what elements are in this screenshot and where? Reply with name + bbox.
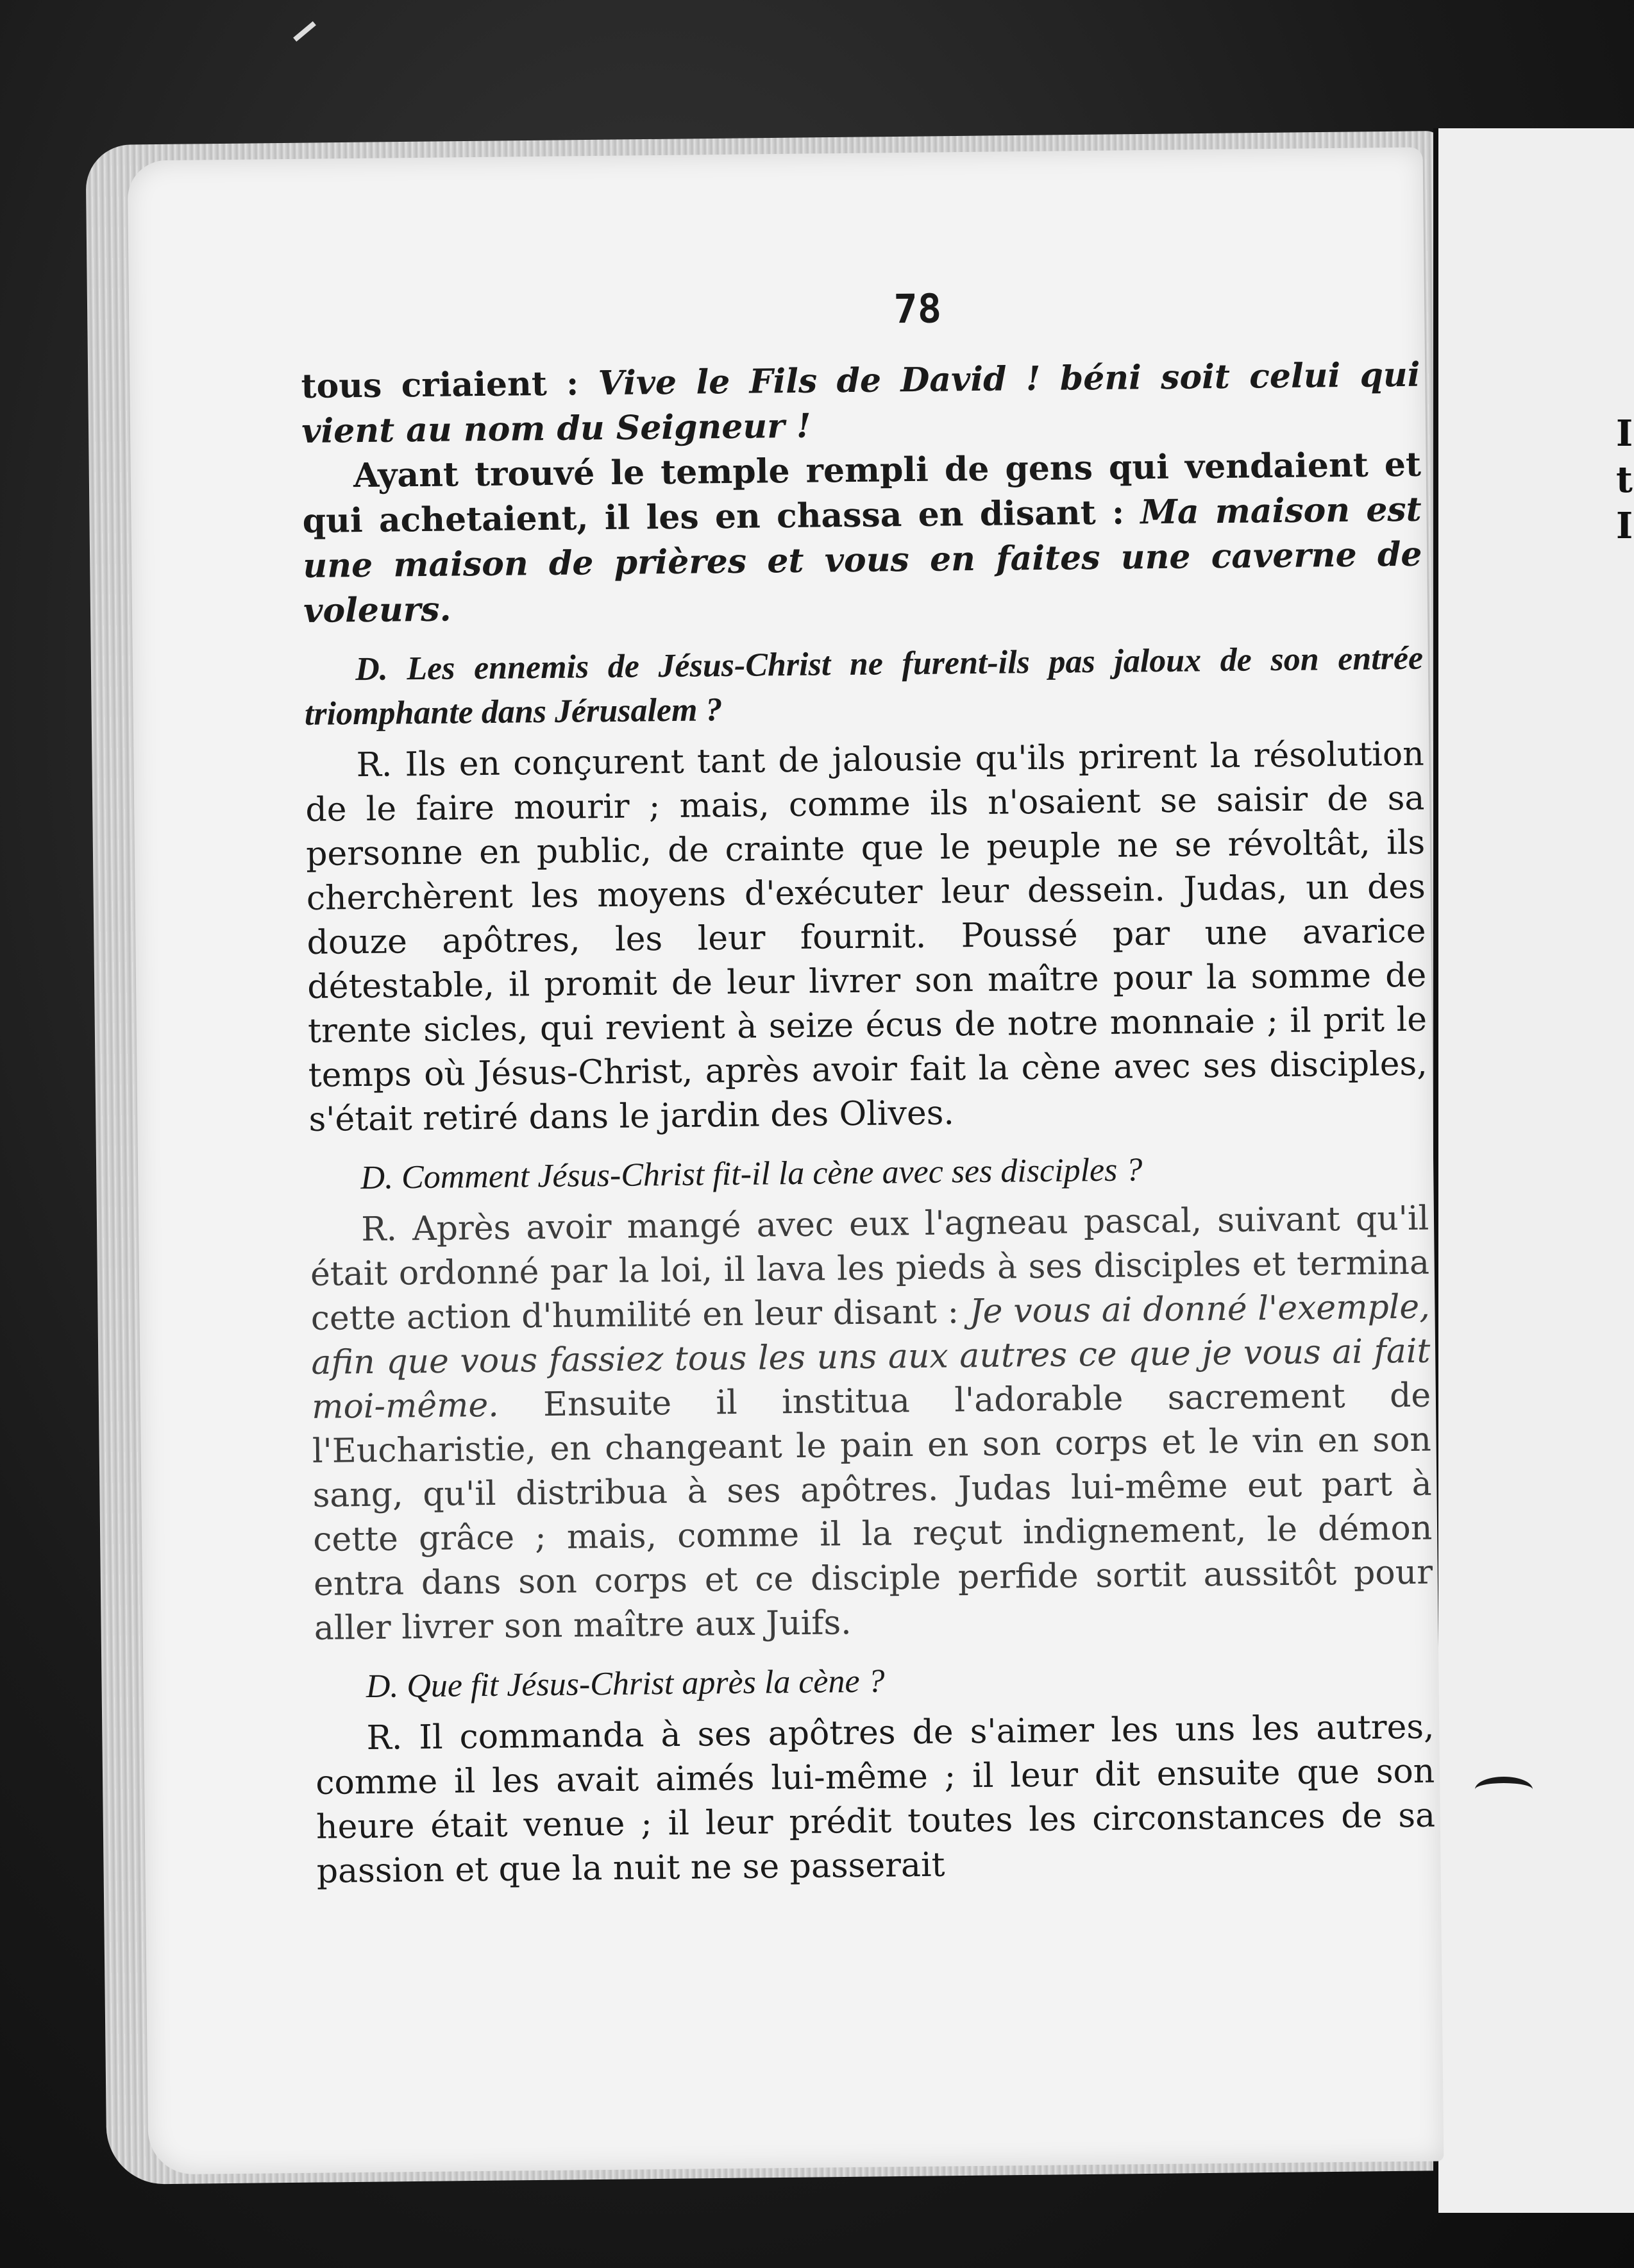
paragraph-text: Ayant trouvé le temple rempli de gens qui vendaient et qui achetaient, il les en chassa en disant : (302, 444, 1422, 541)
answer-text: R. Après avoir mangé avec eux l'agneau pascal, suivant qu'il était ordonné par la loi, il lava les pieds à ses disciples et termina cette action d'humilité en leur disant : (310, 1199, 1430, 1338)
facing-letter: t (1616, 459, 1633, 501)
paragraph-entry (301, 353, 1420, 454)
question-1: D. Les ennemis de Jésus-Christ ne furent-ils pas jaloux de son entrée triomphante dans Jérusalem ? (304, 639, 1424, 732)
facing-letter: I (1616, 412, 1633, 455)
quote-text: Ma maison est une maison de prières et vous en faites une caverne de voleurs. (303, 489, 1422, 630)
answer-3: R. Il commanda à ses apôtres de s'aimer les uns les autres, comme il les avait aimés lui-même ; il leur dit ensuite que son heure était venue ; il leur prédit toutes les circonstances de sa passion et que la nuit ne se passerait (316, 1707, 1436, 1891)
paragraph-text: tous criaient : (301, 364, 598, 406)
page-text-block (300, 280, 1436, 1894)
facing-page-letters (1616, 410, 1634, 549)
facing-page (1433, 128, 1634, 2213)
quote-text: Je vous ai donné l'exemple, afin que vous fassiez tous les uns aux autres ce que je vous ai fait moi-même. (311, 1287, 1431, 1426)
question-2: D. Comment Jésus-Christ fit-il la cène avec ses disciples ? (360, 1151, 1143, 1197)
question-3: D. Que fit Jésus-Christ après la cène ? (366, 1663, 885, 1705)
quote-text: Vive le Fils de David ! béni soit celui qui vient au nom du Seigneur ! (301, 355, 1420, 451)
page-fold-mark (1475, 1777, 1533, 1802)
page-number: 78 (893, 285, 942, 333)
paragraph-temple (302, 443, 1423, 634)
facing-letter: I (1616, 505, 1633, 547)
answer-1: R. Ils en conçurent tant de jalousie qu'ils prirent la résolution de le faire mourir ; mais, comme ils n'osaient se saisir de sa personne en public, de crainte que le peuple ne se révoltât, ils cherchèrent les moyens d'exécuter leur dessein. Judas, un des douze apôtres, les leur fournit. Poussé par une avarice détestable, il promit de leur livrer son maître pour la somme de trente sicles, qui revient à seize écus de notre monnaie ; il prit le temps où Jésus-Christ, après avoir fait la cène avec ses disciples, s'était retiré dans le jardin des Olives. (305, 734, 1428, 1139)
answer-2 (310, 1197, 1433, 1651)
answer-text: Ensuite il institua l'adorable sacrement de l'Eucharistie, en changeant le pain en son corps et le vin en son sang, qu'il distribua à ses apôtres. Judas lui-même eut part à cette grâce ; mais, comme il la reçut indignement, le démon entra dans son corps et ce disciple perfide sortit aussitôt pour aller livrer son maître aux Juifs. (312, 1376, 1433, 1648)
